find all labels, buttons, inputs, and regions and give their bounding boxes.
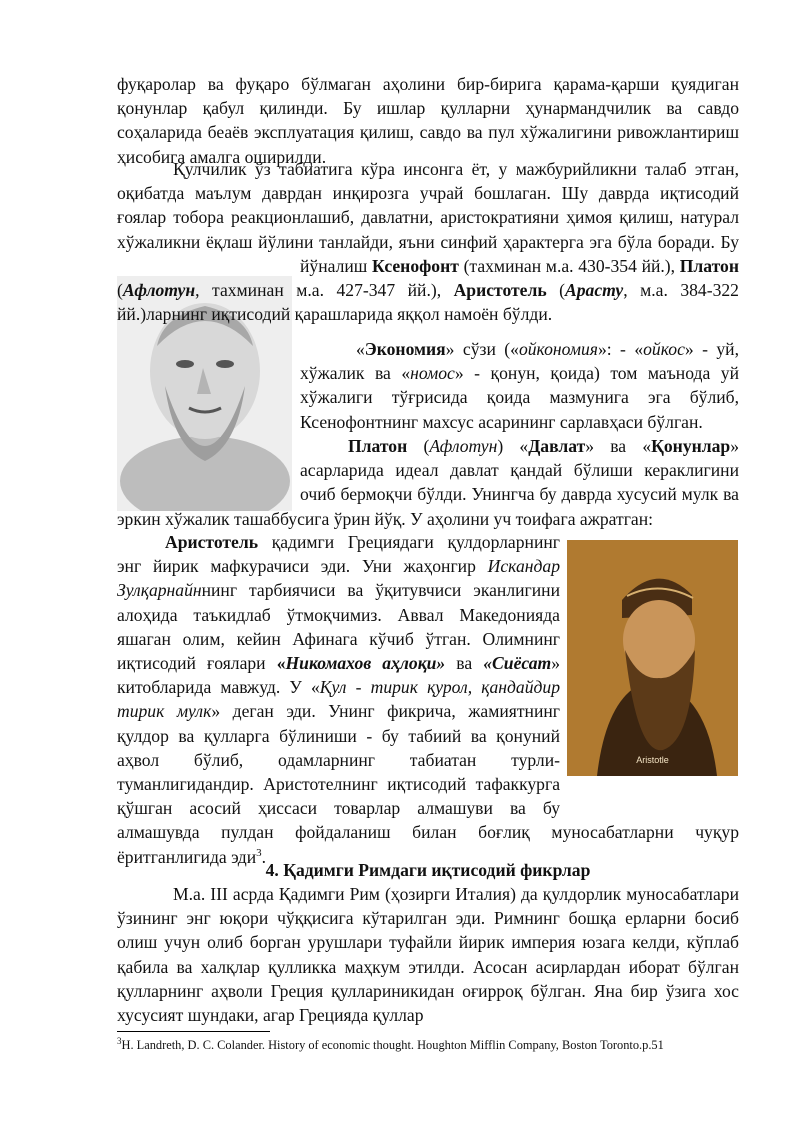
name-aristotle-2: Аристотель <box>165 532 259 552</box>
footnote-divider <box>117 1031 270 1032</box>
paragraph-1: фуқаролар ва фуқаро бўлмаган аҳолини бир-бирига қарама-қарши қуядиган қонунлар қабул қилинди. Бу ишлар қулларни ҳунармандчилик ва савдо соҳаларида беаёв эксплуатация қилиш, савдо ва пул хўжалигини ривожлантириш ҳисобига амалга оширилди. <box>117 74 739 167</box>
paragraph-3: «Экономия» сўзи («ойкономия»: - «ойкос» - уй, хўжалик ва «номос» - қонун, қоида) том маънода уй хўжалиги тўғрисида қоида мазмунига эга бўлиб, Ксенофонтнинг махсус асарининг сарлавҳаси бўлган. <box>300 339 740 432</box>
section-heading: 4. Қадимги Римдаги иқтисодий фикрлар <box>265 860 591 880</box>
footnote-text: H. Landreth, D. C. Colander. History of economic thought. Houghton Mifflin Company, Boston Toronto.p.51 <box>121 1038 664 1052</box>
image-caption: Aristotle <box>636 754 669 765</box>
paragraph-4: Платон (Афлотун) «Давлат» ва «Қонунлар» асарларида идеал давлат қандай бўлиши кераклигини очиб бермоқчи бўлди. Унингча бу даврда хусусий мулк ва эркин хўжалик ташаббусига ўрин йўқ. У аҳолини уч тоифага ажратган: <box>117 436 739 529</box>
footnote-reference[interactable]: 3 <box>256 846 262 859</box>
name-plato: Платон <box>679 255 739 276</box>
paragraph-2: Қулчилик ўз табиатига кўра инсонга ёт, у мажбурийликни талаб этган, оқибатда маълум даврдан инқирозга учрай бошлаган. Шу даврда иқтисодий ғоялар тобора реакционлашиб, давлатни, аристократияни ҳимоя қилиш, натурал хўжаликни ёқлаш йўлини танлайди, яъни синфий ҳарактерга эга бўла боради. Бу йўналиш Ксенофонт (тахминан м.а. 430-354 йй.), Платон (Афлотун, тахминан м.а. 427-347 йй.), Аристотель (Арасту, м.а. 384-322 йй.)ларнинг иқтисодий қарашларида яққол намоён бўлди. <box>117 159 739 325</box>
name-xenophon: Ксенофонт <box>372 255 459 276</box>
paragraph-5: Аристотель қадимги Грециядаги қулдорларнинг энг йирик мафкурачиси эди. Уни жаҳонгир Искандар Зулқарнайннинг тарбиячиси ва ўқитувчиси эканлигини алоҳида таъкидлаб ўтмоқчимиз. Аввал Македонияда яшаган олим, кейин Афинага кўчиб ўтган. Олимнинг иқтисодий ғоялари «Никомахов аҳлоқи» ва «Сиёсат» китобларида мавжуд. У «Қул - тирик қурол, қандайдир тирик мулк» деган эди. Унинг фикрича, жамиятнинг қулдор ва қулларга бўлиниши - бу табиий ва қонуний аҳвол бўлиб, одамларнинг табиатан турли-туманлигидандир. Аристотелнинг иқтисодий тафаккурга қўшган асосий ҳиссаси товарлар алмашуви ва бу алмашувда пулдан фойдаланиш билан боғлиқ муносабатларни чуқур ёритганлигида эди$^3$. <box>117 532 739 867</box>
footnote-number: 3 <box>117 1035 122 1046</box>
footnote <box>117 1037 757 1053</box>
name-aristotle: Аристотель <box>453 280 547 301</box>
paragraph-6: М.а. III асрда Қадимги Рим (ҳозирги Италия) да қулдорлик муносабатлари ўзининг энг юқори чўққисига кўтарилган эди. Римнинг бошқа ерларни босиб олиш учун олиб борган урушлари туфайли йирик империя юзага келди, кўплаб қабила ва халқлар қулликка маҳкум этилди. Асосан асирлардан иборат бўлган қулларнинг аҳволи Греция қуллариникидан оғирроқ бўлган. Яна бир ўзига хос хусусият шундаки, агар Грецияда қуллар <box>117 884 739 1026</box>
